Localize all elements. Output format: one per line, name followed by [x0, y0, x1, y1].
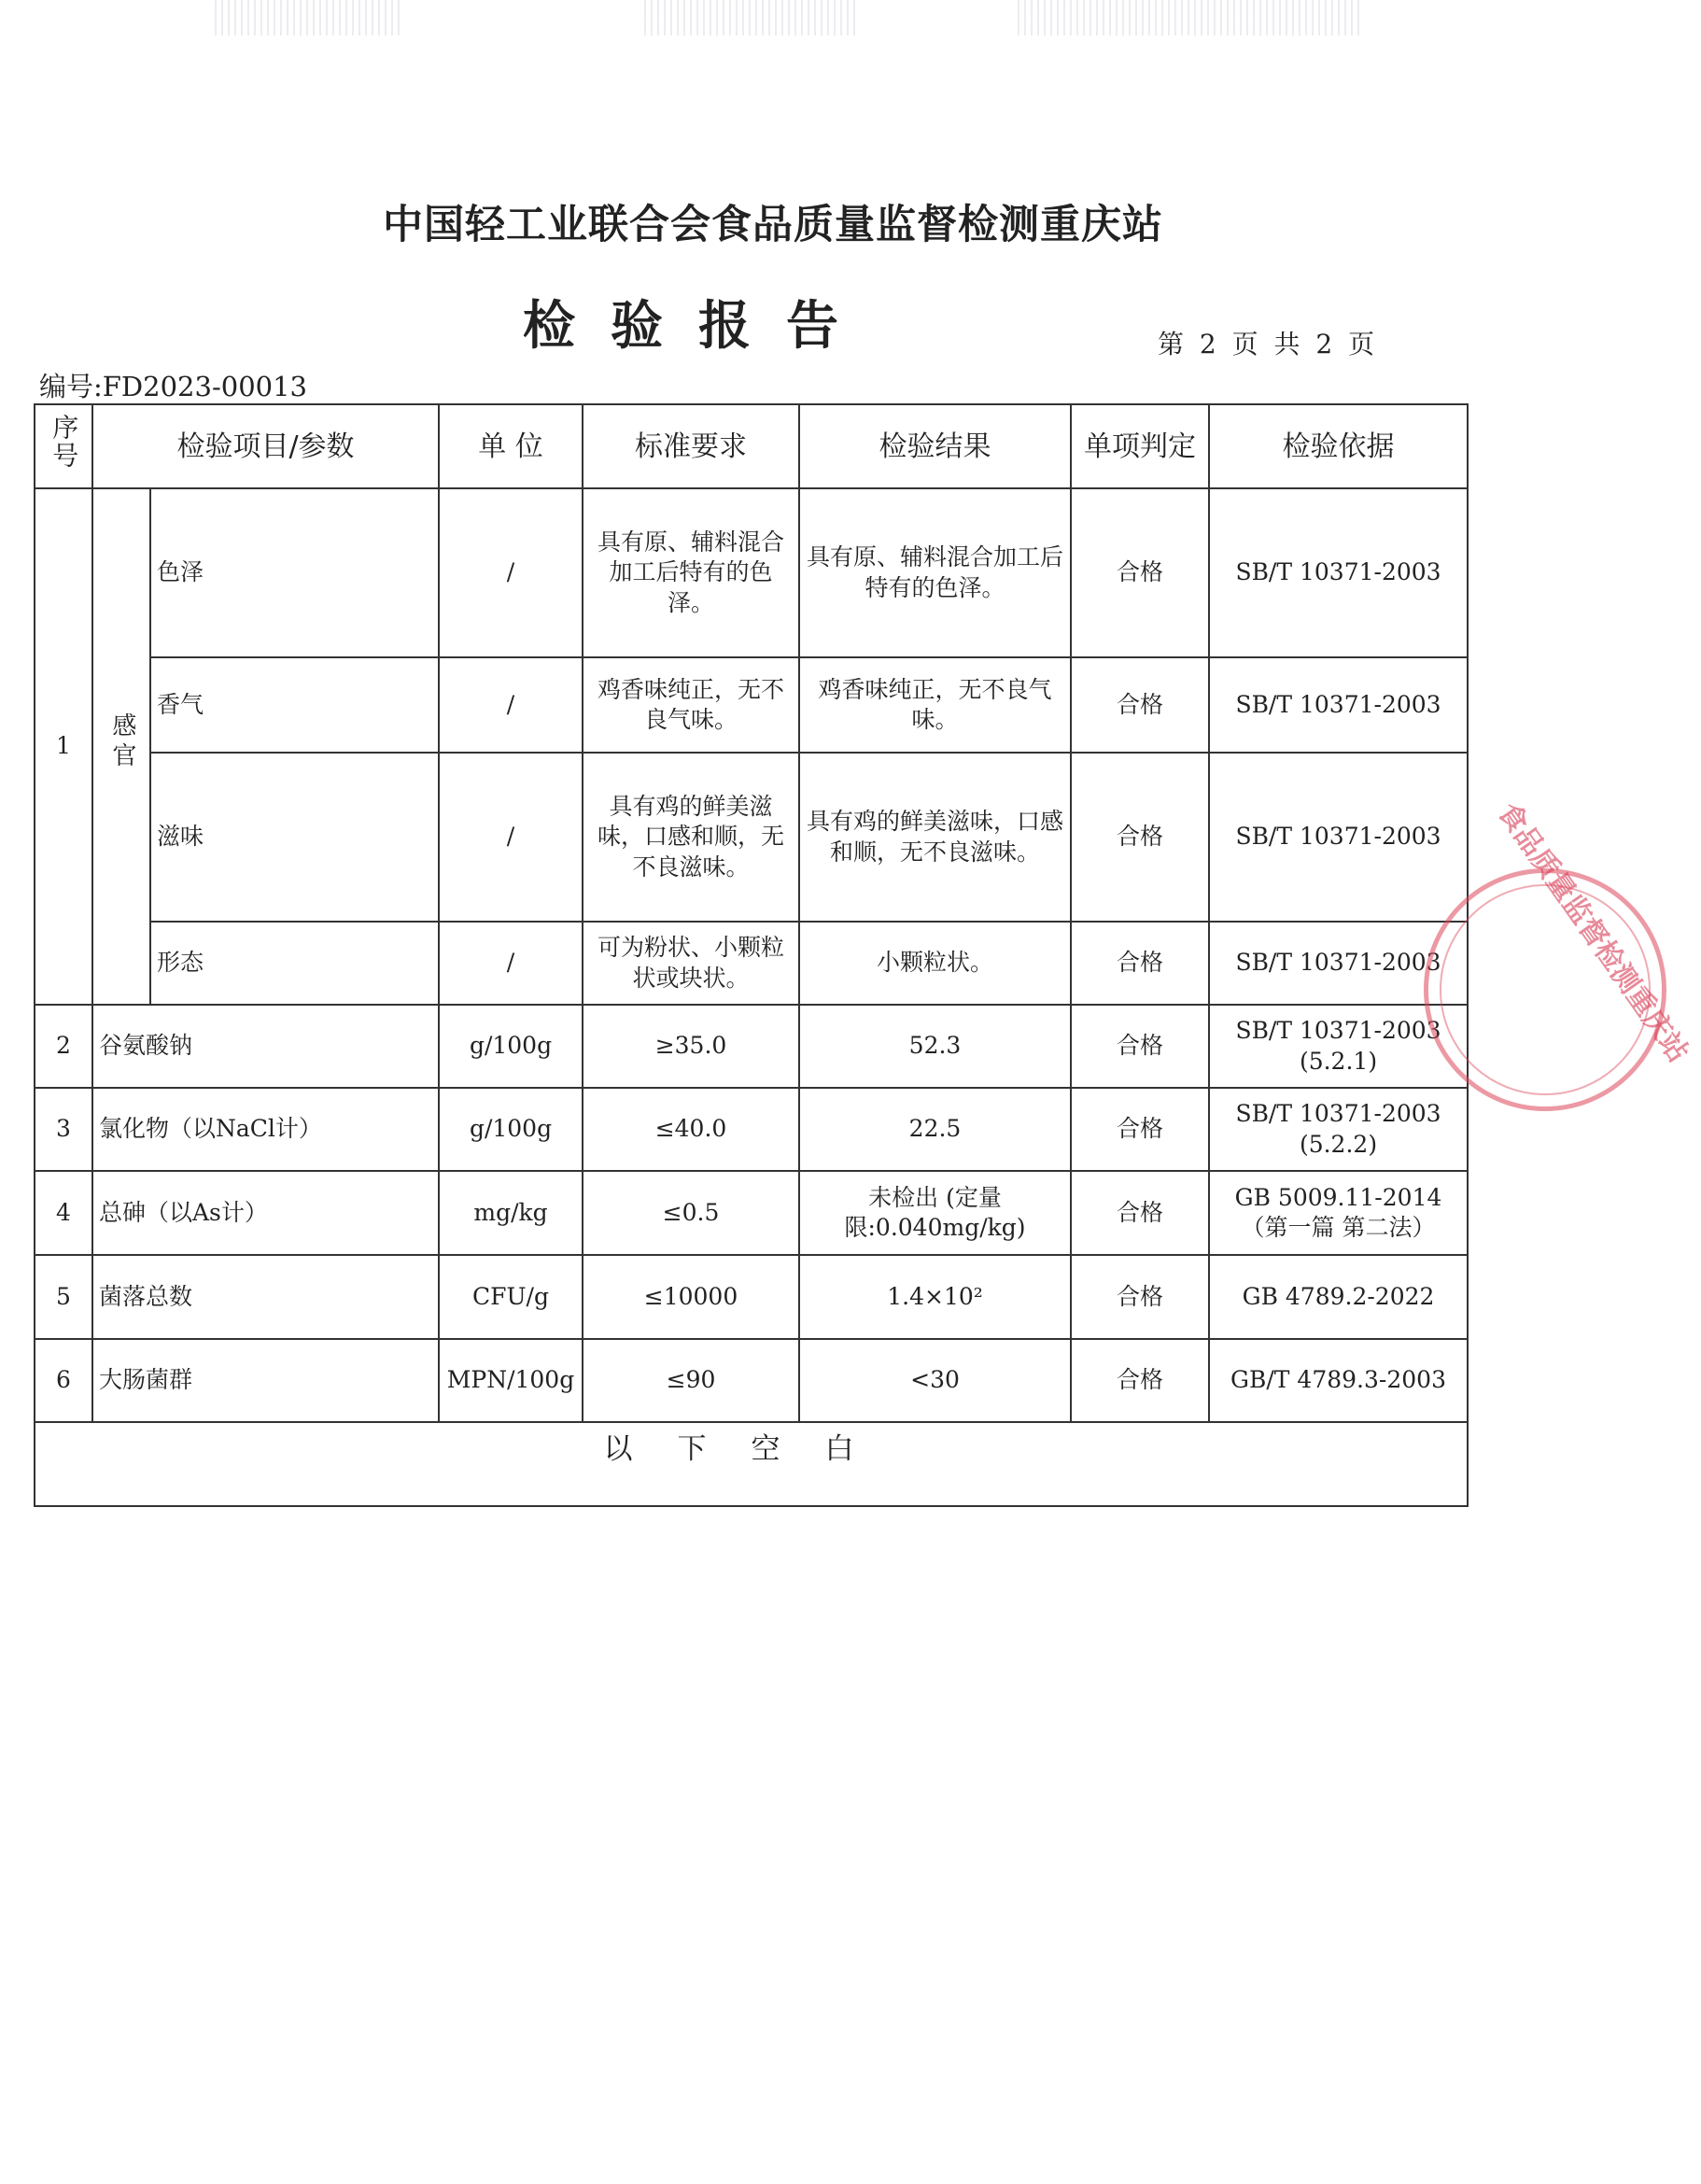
table-header-row	[35, 404, 1468, 488]
row-unit: /	[439, 488, 583, 657]
row-basis: SB/T 10371-2003 (5.2.2)	[1209, 1088, 1468, 1171]
row-standard: 可为粉状、小颗粒状或块状。	[583, 922, 799, 1005]
table-row	[35, 1255, 1468, 1339]
row-verdict: 合格	[1071, 488, 1209, 657]
row-standard: 鸡香味纯正，无不良气味。	[583, 657, 799, 753]
organization-name: 中国轻工业联合会食品质量监督检测重庆站	[383, 202, 1163, 248]
row-item: 谷氨酸钠	[92, 1005, 439, 1088]
row-unit: CFU/g	[439, 1255, 583, 1339]
row-standard: 具有鸡的鲜美滋味，口感和顺，无不良滋味。	[583, 753, 799, 922]
row-seq: 5	[35, 1255, 92, 1339]
page-info: 第 2 页 共 2 页	[1158, 329, 1379, 359]
row-result: 52.3	[799, 1005, 1071, 1088]
row-verdict: 合格	[1071, 1171, 1209, 1255]
row-basis: SB/T 10371-2003	[1209, 657, 1468, 753]
row-item: 形态	[150, 922, 439, 1005]
row-result: 1.4×10²	[799, 1255, 1071, 1339]
row-seq: 1	[35, 488, 92, 1005]
row-item: 大肠菌群	[92, 1339, 439, 1422]
row-unit: g/100g	[439, 1005, 583, 1088]
table-row	[35, 1088, 1468, 1171]
row-unit: /	[439, 922, 583, 1005]
row-verdict: 合格	[1071, 1088, 1209, 1171]
row-standard: ≤0.5	[583, 1171, 799, 1255]
table-row	[35, 1005, 1468, 1088]
row-result: 具有原、辅料混合加工后特有的色泽。	[799, 488, 1071, 657]
row-unit: MPN/100g	[439, 1339, 583, 1422]
row-verdict: 合格	[1071, 1255, 1209, 1339]
row-basis: SB/T 10371-2003	[1209, 753, 1468, 922]
blank-below-notice: 以下空白	[35, 1422, 1468, 1506]
row-unit: /	[439, 657, 583, 753]
row-result: 22.5	[799, 1088, 1071, 1171]
report-title: 检验报告	[523, 296, 874, 357]
row-item: 菌落总数	[92, 1255, 439, 1339]
row-result: 未检出 (定量限:0.040mg/kg)	[799, 1171, 1071, 1255]
row-basis: SB/T 10371-2003	[1209, 488, 1468, 657]
row-basis: SB/T 10371-2003 (5.2.1)	[1209, 1005, 1468, 1088]
table-row	[35, 753, 1468, 922]
header-item: 检验项目/参数	[92, 404, 439, 488]
row-standard: ≤90	[583, 1339, 799, 1422]
row-standard: ≤10000	[583, 1255, 799, 1339]
official-stamp	[1424, 796, 1695, 1111]
stamp-text: 食品质量监督检测重庆站	[1491, 796, 1695, 1069]
header-result: 检验结果	[799, 404, 1071, 488]
row-seq: 4	[35, 1171, 92, 1255]
row-seq: 6	[35, 1339, 92, 1422]
table-footer-row	[35, 1422, 1468, 1506]
row-result: 鸡香味纯正，无不良气味。	[799, 657, 1071, 753]
row-result: 具有鸡的鲜美滋味，口感和顺，无不良滋味。	[799, 753, 1071, 922]
row-item: 滋味	[150, 753, 439, 922]
header-unit: 单 位	[439, 404, 583, 488]
scan-artifact	[644, 0, 859, 35]
row-verdict: 合格	[1071, 657, 1209, 753]
scan-artifact	[1018, 0, 1363, 35]
row-item: 香气	[150, 657, 439, 753]
row-basis: GB 4789.2-2022	[1209, 1255, 1468, 1339]
header-standard: 标准要求	[583, 404, 799, 488]
row-item: 氯化物（以NaCl计）	[92, 1088, 439, 1171]
row-result: <30	[799, 1339, 1071, 1422]
row-unit: mg/kg	[439, 1171, 583, 1255]
table-row	[35, 1339, 1468, 1422]
row-result: 小颗粒状。	[799, 922, 1071, 1005]
row-standard: ≥35.0	[583, 1005, 799, 1088]
document-number: 编号:FD2023-00013	[39, 371, 307, 402]
row-verdict: 合格	[1071, 1005, 1209, 1088]
row-standard: 具有原、辅料混合加工后特有的色泽。	[583, 488, 799, 657]
header-seq: 序号	[35, 404, 92, 488]
row-verdict: 合格	[1071, 753, 1209, 922]
table-row	[35, 1171, 1468, 1255]
table-row	[35, 488, 1468, 657]
table-row	[35, 657, 1468, 753]
row-seq: 3	[35, 1088, 92, 1171]
row-verdict: 合格	[1071, 922, 1209, 1005]
header-basis: 检验依据	[1209, 404, 1468, 488]
inspection-table	[34, 403, 1469, 1507]
row-unit: g/100g	[439, 1088, 583, 1171]
row-unit: /	[439, 753, 583, 922]
row-standard: ≤40.0	[583, 1088, 799, 1171]
row-item: 总砷（以As计）	[92, 1171, 439, 1255]
row-basis: SB/T 10371-2003	[1209, 922, 1468, 1005]
row-basis: GB 5009.11-2014（第一篇 第二法）	[1209, 1171, 1468, 1255]
header-verdict: 单项判定	[1071, 404, 1209, 488]
row-seq: 2	[35, 1005, 92, 1088]
row-item: 色泽	[150, 488, 439, 657]
scan-artifact	[215, 0, 401, 35]
row-basis: GB/T 4789.3-2003	[1209, 1339, 1468, 1422]
row-verdict: 合格	[1071, 1339, 1209, 1422]
table-row	[35, 922, 1468, 1005]
sensory-group: 感官	[92, 488, 150, 1005]
